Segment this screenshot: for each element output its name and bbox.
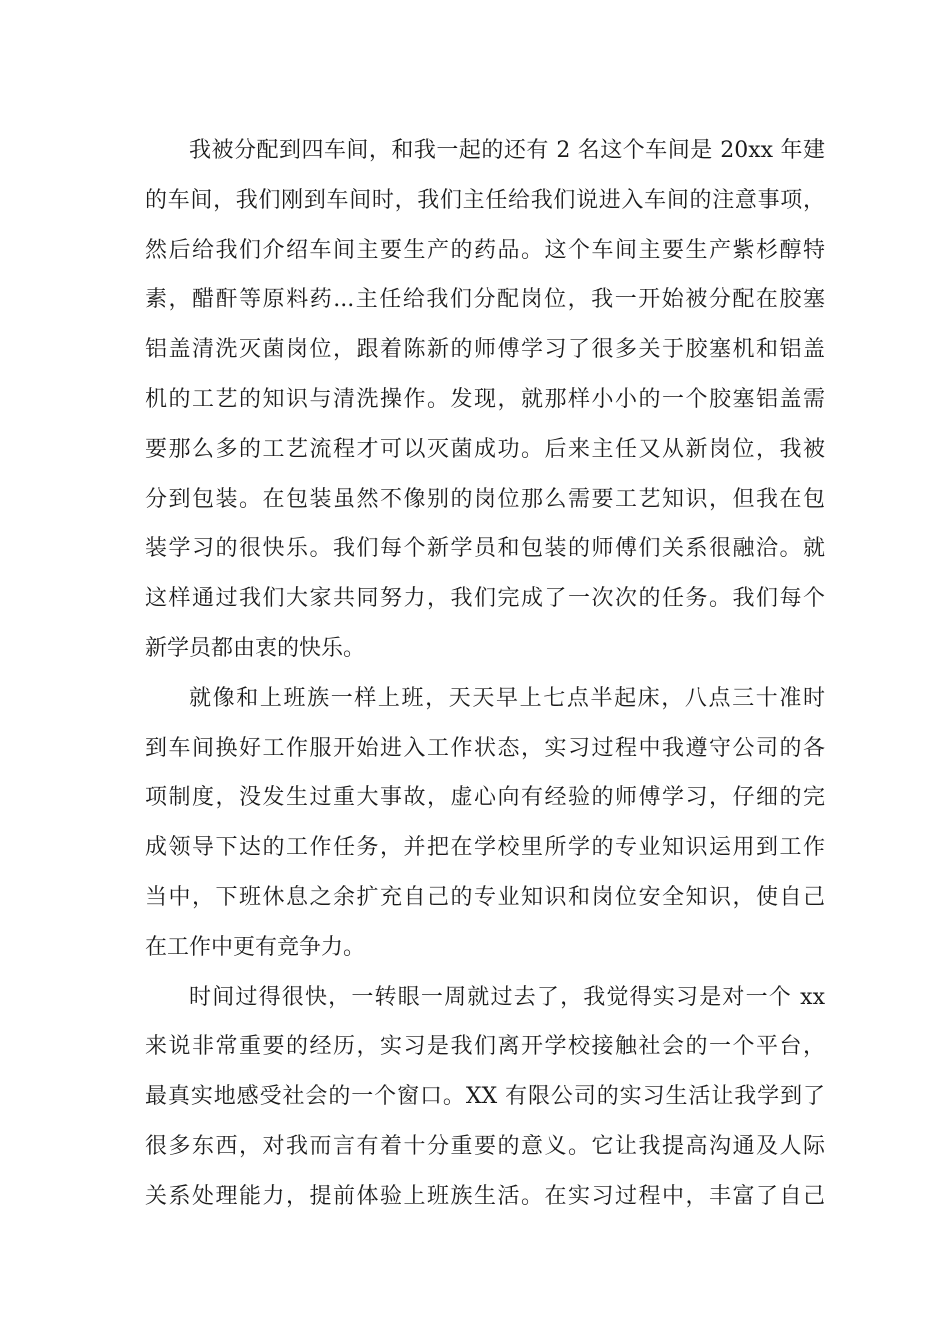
text-line: 就像和上班族一样上班，天天早上七点半起床，八点三十准时 [189,685,825,711]
text-line: 机的工艺的知识与清洗操作。发现，就那样小小的一个胶塞铝盖需 [145,386,825,412]
text-line: 铝盖清洗灭菌岗位，跟着陈新的师傅学习了很多关于胶塞机和铝盖 [145,337,825,363]
text-line: 项制度，没发生过重大事故，虚心向有经验的师傅学习，仔细的完 [145,785,825,811]
text-line: 关系处理能力，提前体验上班族生活。在实习过程中，丰富了自己 [145,1183,825,1209]
text-line: 分到包装。在包装虽然不像别的岗位那么需要工艺知识，但我在包 [145,486,825,512]
text-line: 当中，下班休息之余扩充自己的专业知识和岗位安全知识，使自己 [145,884,825,910]
paragraph-2 [145,679,825,978]
text-line: 素，醋酐等原料药...主任给我们分配岗位，我一开始被分配在胶塞 [145,287,825,313]
text-line: 到车间换好工作服开始进入工作状态，实习过程中我遵守公司的各 [145,735,825,761]
text-line: 这样通过我们大家共同努力，我们完成了一次次的任务。我们每个 [145,586,825,612]
text-line: 来说非常重要的经历，实习是我们离开学校接触社会的一个平台， [145,1034,825,1060]
text-line: 然后给我们介绍车间主要生产的药品。这个车间主要生产紫杉醇特 [145,237,825,263]
text-line: 成领导下达的工作任务，并把在学校里所学的专业知识运用到工作 [145,835,825,861]
text-line: 的车间，我们刚到车间时，我们主任给我们说进入车间的注意事项， [145,187,825,213]
text-line: 我被分配到四车间，和我一起的还有 2 名这个车间是 20xx 年建 [189,138,825,163]
text-line: 很多东西，对我而言有着十分重要的意义。它让我提高沟通及人际 [145,1133,825,1159]
text-line: 新学员都由衷的快乐。 [145,635,366,661]
text-line: 在工作中更有竞争力。 [145,934,366,960]
text-line: 时间过得很快，一转眼一周就过去了，我觉得实习是对一个 xx [189,984,825,1010]
document-body [145,131,825,1227]
paragraph-1 [145,131,825,679]
text-line: 要那么多的工艺流程才可以灭菌成功。后来主任又从新岗位，我被 [145,436,825,462]
paragraph-3 [145,978,825,1227]
text-line: 最真实地感受社会的一个窗口。XX 有限公司的实习生活让我学到了 [145,1084,825,1110]
text-line: 装学习的很快乐。我们每个新学员和包装的师傅们关系很融洽。就 [145,536,825,562]
